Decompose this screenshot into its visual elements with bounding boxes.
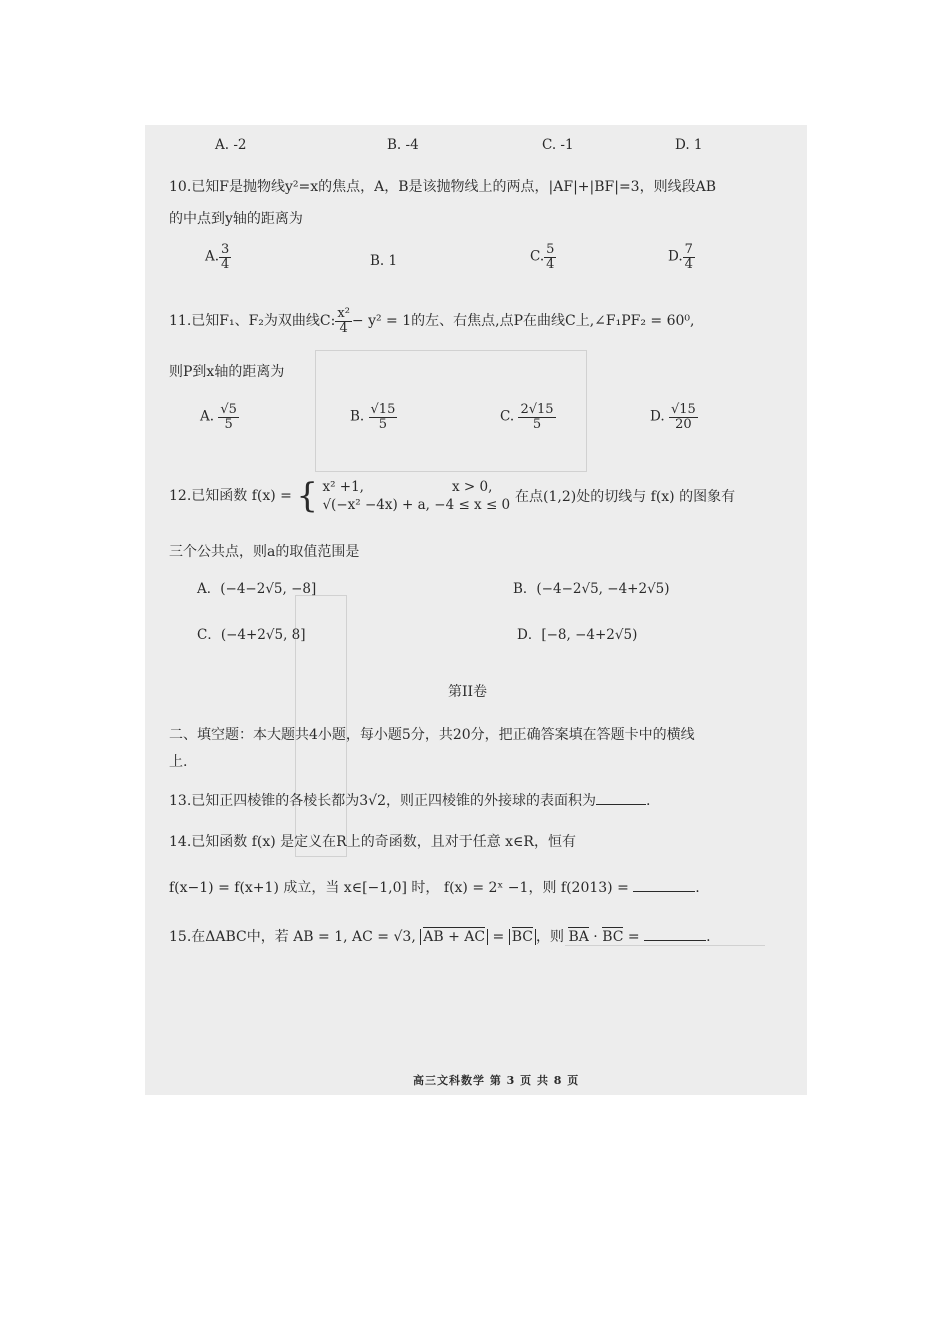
q11-option-b: B. $\frac{√15}{5}$: [350, 402, 396, 432]
q13-answer-blank: [596, 792, 646, 805]
q14-answer-blank: [633, 879, 695, 892]
q10-option-a: A. $\frac{3}{4}$: [205, 242, 230, 272]
q14-line1: 14.已知函数 f(x) 是定义在R上的奇函数，且对于任意 x∈R，恒有: [169, 834, 576, 850]
q12-option-b: B．(−4−2√5, −4+2√5): [513, 581, 670, 597]
q11-option-d: D. $\frac{√15}{20}$: [650, 402, 696, 432]
q12-line2: 三个公共点，则a的取值范围是: [169, 544, 360, 560]
q10-option-d: D. $\frac{7}{4}$: [668, 242, 693, 272]
q10-line1: 10.已知F是抛物线y²=x的焦点，A，B是该抛物线上的两点，|AF|+|BF|=3，则线段AB: [169, 179, 716, 195]
q14-line2: f(x−1) = f(x+1) 成立，当 x∈[−1,0] 时， f(x) = 2ˣ −1，则 f(2013) = .: [169, 880, 700, 896]
q9-option-c: C. -1: [542, 137, 574, 153]
q12-option-d: D．[−8, −4+2√5): [517, 627, 638, 643]
fill-blank-heading-line2: 上.: [169, 754, 188, 770]
q13-text: 13.已知正四棱锥的各棱长都为3√2，则正四棱锥的外接球的表面积为: [169, 793, 596, 809]
q15-answer-blank: [644, 928, 706, 941]
q15-abs-sum: AB + AC: [420, 929, 488, 945]
q9-option-b: B. -4: [387, 137, 419, 153]
q15-line: 15.在ΔABC中，若 AB = 1, AC = √3, AB + AC = BC ，则 BA · BC = .: [169, 929, 711, 945]
scanned-exam-page: [145, 125, 807, 1095]
q13-line: 13.已知正四棱锥的各棱长都为3√2，则正四棱锥的外接球的表面积为 .: [169, 793, 651, 809]
q12-piecewise: x² +1, x > 0, √(−x² −4x) + a, −4 ≤ x ≤ 0: [322, 479, 511, 514]
q12-line1: 12.已知函数 f(x) = { x² +1, x > 0, √(−x² −4x) + a, −4 ≤ x ≤ 0: [169, 475, 511, 516]
q11-line1: 11.已知F₁、F₂为双曲线C: $\frac{\text{x²}}{4}$ − y² = 1的左、右焦点,点P在曲线C上,∠F₁PF₂ = 60⁰,: [169, 306, 695, 336]
q11-option-a: A. $\frac{√5}{5}$: [200, 402, 237, 432]
q15-abs-bc: BC: [509, 929, 536, 945]
q11-line2: 则P到x轴的距离为: [169, 364, 285, 380]
q10-option-c: C. $\frac{5}{4}$: [530, 242, 555, 272]
q12-option-c: C．(−4+2√5, 8]: [197, 627, 306, 643]
q12-option-a: A．(−4−2√5, −8]: [197, 581, 317, 597]
q10-option-b: B. 1: [370, 253, 398, 269]
q9-option-d: D. 1: [675, 137, 703, 153]
fill-blank-heading-line1: 二、填空题：本大题共4小题，每小题5分，共20分，把正确答案填在答题卡中的横线: [169, 727, 695, 743]
section-2-title: 第II卷: [448, 684, 488, 700]
page-footer: 高三文科数学 第 3 页 共 8 页: [413, 1074, 580, 1087]
q9-option-a: A. -2: [215, 137, 247, 153]
q10-line2: 的中点到y轴的距离为: [169, 211, 303, 227]
q11-option-c: C. $\frac{2√15}{5}$: [500, 402, 554, 432]
q12-line1-tail: 在点(1,2)处的切线与 f(x) 的图象有: [515, 489, 736, 505]
